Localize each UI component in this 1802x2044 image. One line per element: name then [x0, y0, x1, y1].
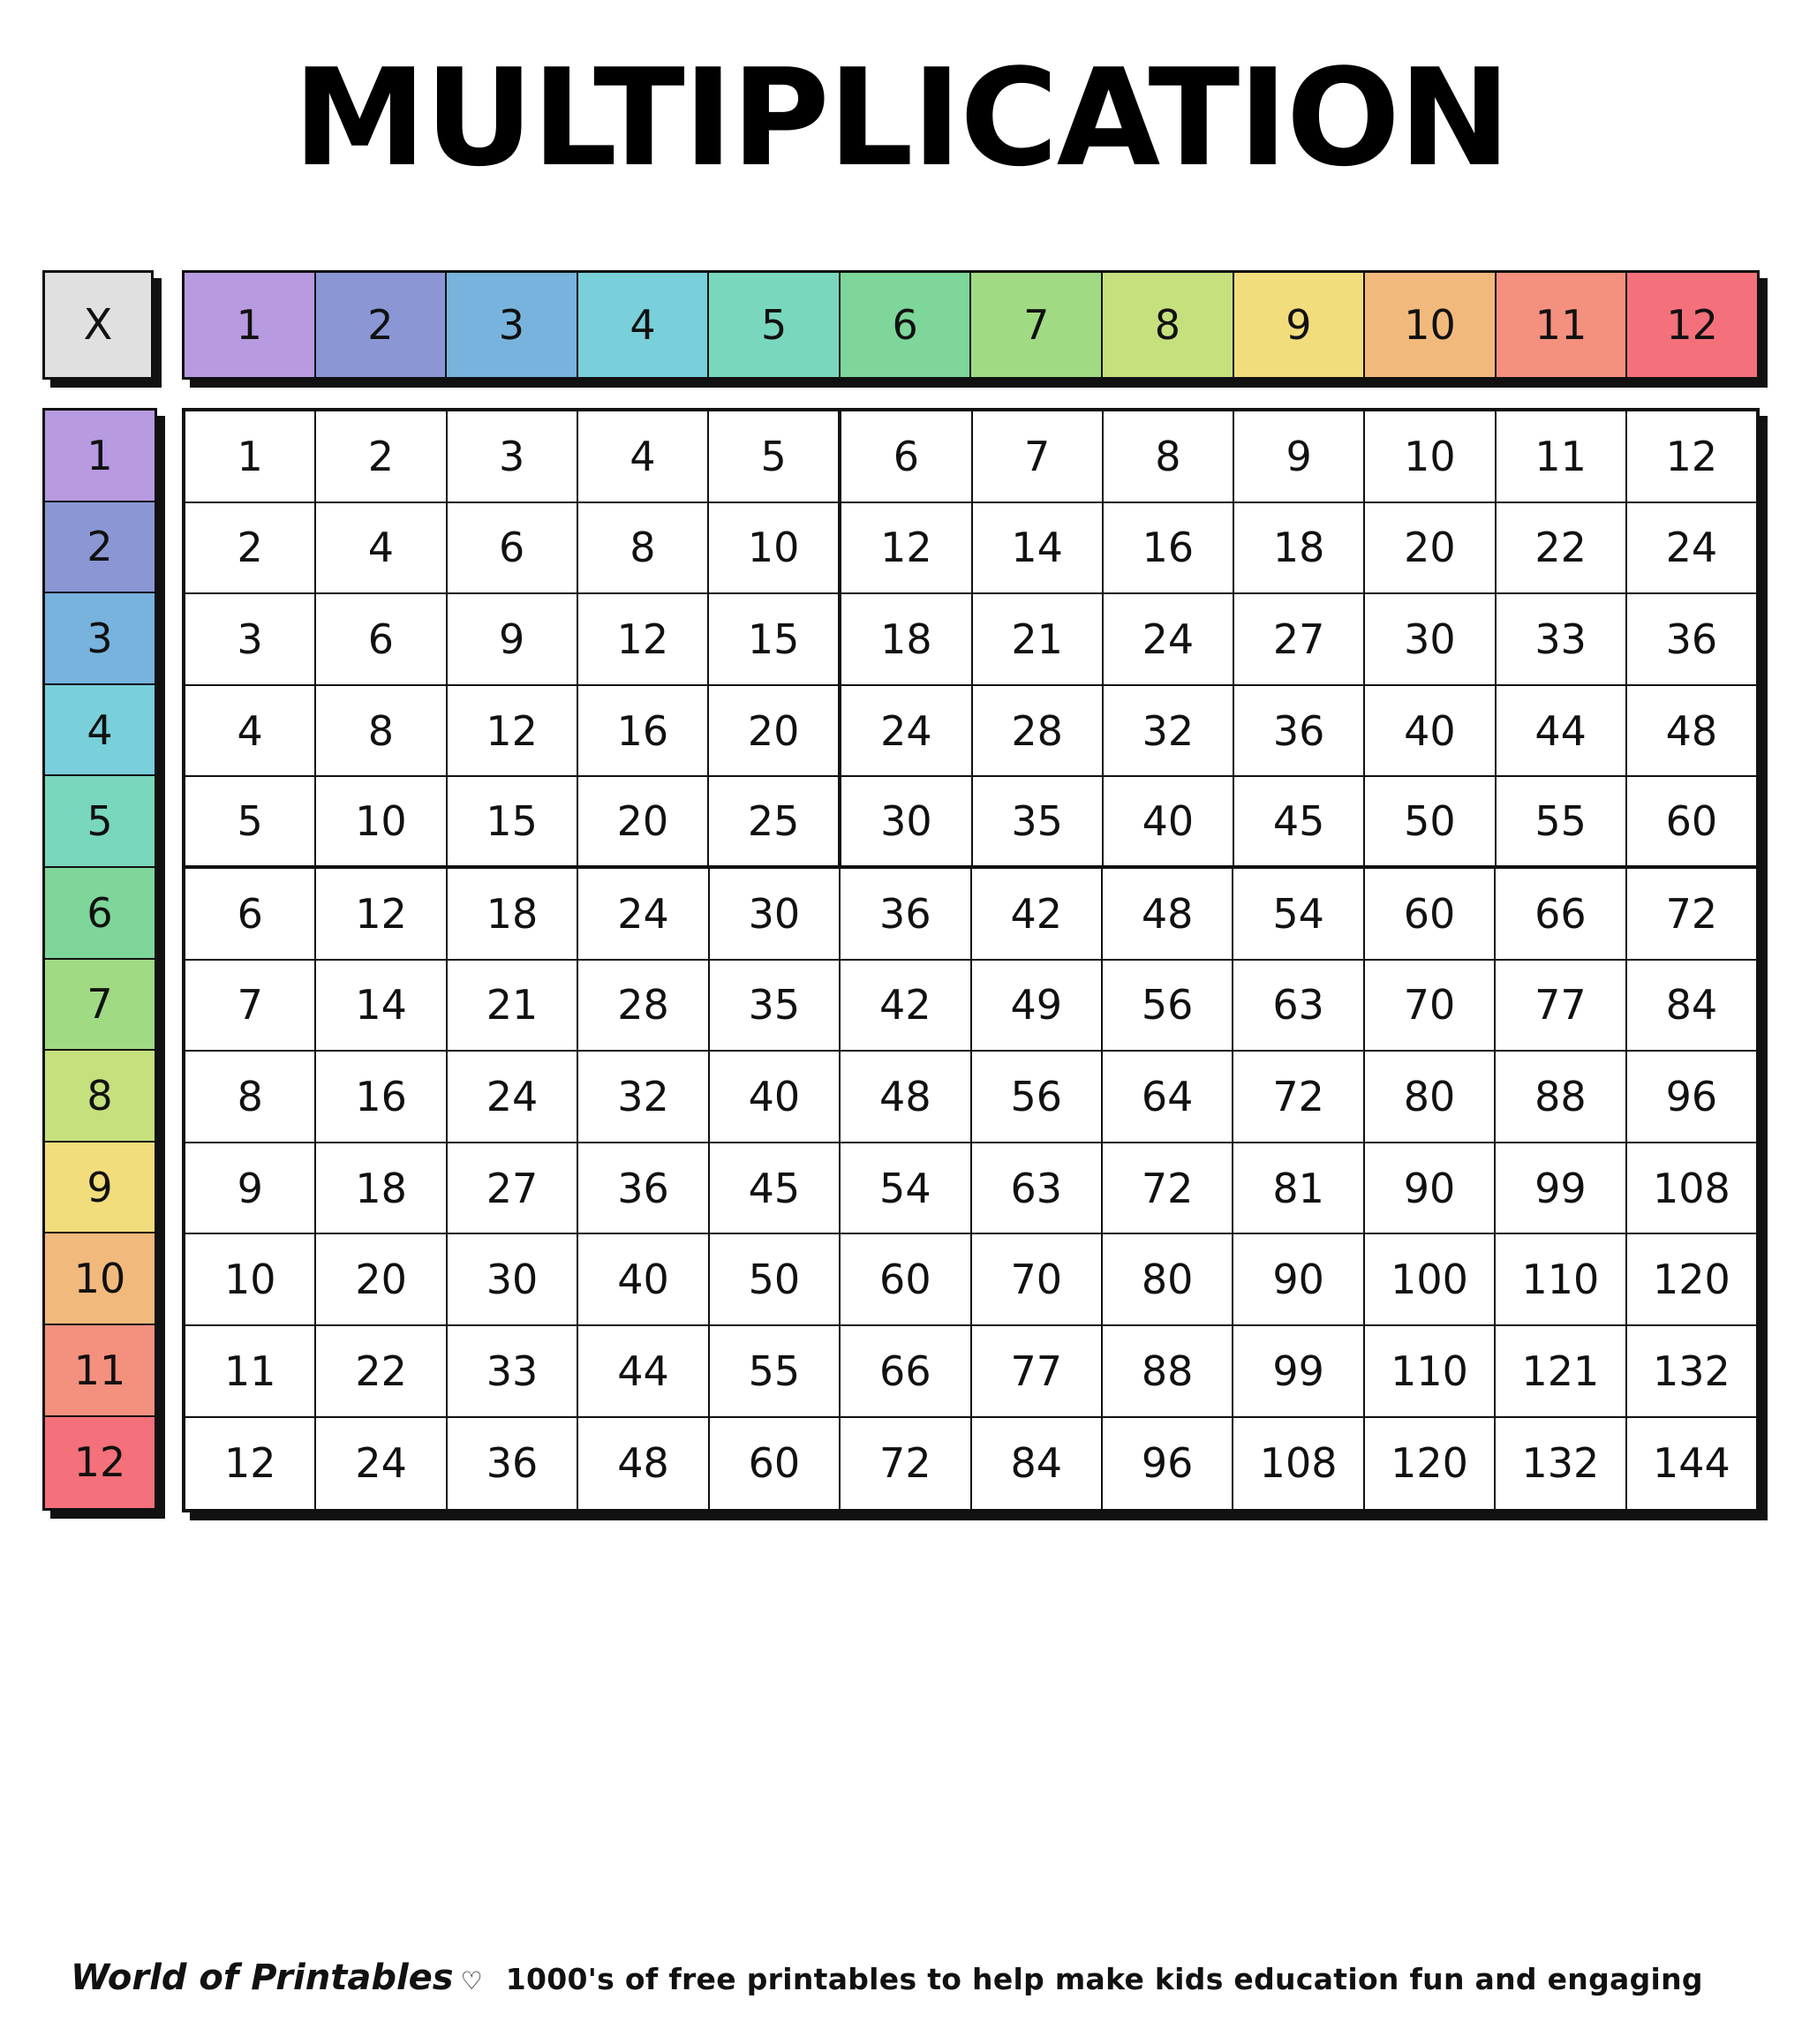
product-cell: 72 [841, 1418, 971, 1510]
table-header-row [42, 270, 1760, 387]
product-cell: 70 [972, 1234, 1103, 1326]
product-cell: 33 [1497, 594, 1627, 686]
product-cell: 8 [185, 1052, 316, 1143]
product-cell: 8 [1104, 411, 1234, 503]
product-cell: 2 [185, 503, 316, 595]
product-cell: 12 [316, 869, 447, 961]
product-cell: 48 [841, 1052, 971, 1143]
product-cell: 18 [448, 869, 578, 961]
product-cell: 55 [710, 1326, 841, 1418]
product-cell: 20 [316, 1234, 447, 1326]
table-row [185, 869, 1756, 961]
multiplication-chart-page [0, 40, 1802, 2044]
product-cell: 9 [448, 594, 578, 686]
product-cell: 16 [316, 1052, 447, 1143]
product-cell: 3 [185, 594, 316, 686]
row-header: 9 [45, 1143, 155, 1234]
row-header: 5 [45, 776, 155, 868]
column-header: 5 [709, 273, 841, 377]
product-cell: 55 [1497, 777, 1627, 869]
product-cell: 35 [973, 777, 1104, 869]
multiplication-table [42, 270, 1760, 1512]
product-cell: 4 [316, 503, 447, 595]
product-cell: 88 [1103, 1326, 1233, 1418]
product-cell: 10 [185, 1234, 316, 1326]
row-header: 10 [45, 1233, 155, 1325]
product-cell: 20 [709, 686, 841, 778]
product-cell: 42 [972, 869, 1103, 961]
row-header: 4 [45, 685, 155, 777]
column-header: 11 [1497, 273, 1628, 377]
product-cell: 16 [1104, 503, 1234, 595]
product-cell: 6 [448, 503, 578, 595]
product-cell: 32 [1104, 686, 1234, 778]
table-row [185, 777, 1756, 869]
product-cell: 12 [448, 686, 578, 778]
product-cell: 96 [1627, 1052, 1756, 1143]
heart-icon: ♡ [460, 1966, 483, 1995]
product-cell: 24 [316, 1418, 447, 1510]
product-cell: 56 [1103, 961, 1233, 1052]
product-cell: 20 [1365, 503, 1496, 595]
table-row [185, 594, 1756, 686]
product-cell: 16 [578, 686, 709, 778]
product-cell: 80 [1103, 1234, 1233, 1326]
product-cell: 110 [1365, 1326, 1496, 1418]
product-cell: 6 [841, 411, 972, 503]
row-headers [42, 408, 157, 1511]
table-body [42, 408, 1760, 1512]
product-cell: 24 [448, 1052, 578, 1143]
corner-cell-multiply-symbol: X [42, 270, 154, 380]
product-cell: 84 [972, 1418, 1103, 1510]
product-cell: 10 [316, 777, 447, 869]
product-cell: 121 [1496, 1326, 1626, 1418]
product-cell: 54 [1233, 869, 1364, 961]
product-cell: 110 [1496, 1234, 1626, 1326]
product-cell: 77 [972, 1326, 1103, 1418]
product-cell: 14 [316, 961, 447, 1052]
product-cell: 10 [1365, 411, 1496, 503]
product-cell: 5 [185, 777, 316, 869]
column-headers [182, 270, 1760, 380]
product-cell: 132 [1496, 1418, 1626, 1510]
column-header: 3 [447, 273, 578, 377]
table-row [185, 1234, 1756, 1326]
column-header: 12 [1627, 273, 1757, 377]
product-cell: 4 [185, 686, 316, 778]
column-header: 8 [1103, 273, 1234, 377]
product-cell: 27 [1234, 594, 1365, 686]
product-cell: 2 [316, 411, 447, 503]
product-cell: 7 [185, 961, 316, 1052]
product-cell: 100 [1365, 1234, 1496, 1326]
product-cell: 21 [973, 594, 1104, 686]
product-cell: 60 [1365, 869, 1496, 961]
table-row [185, 1143, 1756, 1235]
product-cell: 132 [1627, 1326, 1756, 1418]
row-header: 1 [45, 411, 155, 502]
column-header: 1 [185, 273, 316, 377]
product-cell: 90 [1233, 1234, 1364, 1326]
product-cell: 40 [578, 1234, 709, 1326]
row-header: 12 [45, 1417, 155, 1509]
table-row [185, 686, 1756, 778]
product-cell: 15 [709, 594, 841, 686]
table-row [185, 1418, 1756, 1510]
product-cell: 24 [578, 869, 709, 961]
product-cell: 18 [316, 1143, 447, 1235]
product-cell: 48 [578, 1418, 709, 1510]
product-cell: 24 [841, 686, 972, 778]
product-cell: 50 [1365, 777, 1496, 869]
corner-cell-wrapper [42, 270, 157, 383]
page-title: MULTIPLICATION [292, 40, 1510, 196]
product-cell: 4 [578, 411, 709, 503]
product-cell: 36 [578, 1143, 709, 1235]
product-cell: 120 [1627, 1234, 1756, 1326]
column-header: 4 [578, 273, 710, 377]
product-cell: 30 [448, 1234, 578, 1326]
product-cell: 42 [841, 961, 971, 1052]
row-header: 2 [45, 502, 155, 594]
column-header: 6 [841, 273, 972, 377]
product-cell: 72 [1627, 869, 1756, 961]
product-cell: 48 [1627, 686, 1756, 778]
product-cell: 12 [578, 594, 709, 686]
product-cell: 33 [448, 1326, 578, 1418]
product-cell: 63 [972, 1143, 1103, 1235]
product-cell: 84 [1627, 961, 1756, 1052]
product-cell: 45 [710, 1143, 841, 1235]
product-cell: 36 [1627, 594, 1756, 686]
product-cell: 8 [316, 686, 447, 778]
product-cell: 5 [709, 411, 841, 503]
product-cell: 40 [1365, 686, 1496, 778]
product-cell: 99 [1496, 1143, 1626, 1235]
product-cell: 108 [1627, 1143, 1756, 1235]
product-cell: 12 [841, 503, 972, 595]
row-header: 6 [45, 868, 155, 960]
product-cell: 81 [1233, 1143, 1364, 1235]
product-cell: 40 [1104, 777, 1234, 869]
product-cell: 28 [578, 961, 709, 1052]
product-cell: 40 [710, 1052, 841, 1143]
product-cell: 27 [448, 1143, 578, 1235]
product-cell: 8 [578, 503, 709, 595]
product-cell: 12 [1627, 411, 1756, 503]
product-cell: 1 [185, 411, 316, 503]
product-cell: 6 [185, 869, 316, 961]
product-cell: 77 [1496, 961, 1626, 1052]
product-cell: 6 [316, 594, 447, 686]
row-header: 7 [45, 960, 155, 1052]
product-cell: 21 [448, 961, 578, 1052]
column-header: 2 [316, 273, 448, 377]
product-cell: 80 [1365, 1052, 1496, 1143]
product-cell: 9 [185, 1143, 316, 1235]
product-cell: 64 [1103, 1052, 1233, 1143]
product-cell: 50 [710, 1234, 841, 1326]
footer-tagline: 1000's of free printables to help make kids education fun and engaging [505, 1962, 1703, 1996]
product-cell: 49 [972, 961, 1103, 1052]
product-cell: 11 [1497, 411, 1627, 503]
product-cell: 3 [448, 411, 578, 503]
product-cell: 66 [841, 1326, 971, 1418]
product-cell: 36 [1234, 686, 1365, 778]
product-cell: 108 [1233, 1418, 1364, 1510]
product-cell: 99 [1233, 1326, 1364, 1418]
product-cell: 63 [1233, 961, 1364, 1052]
row-header: 11 [45, 1325, 155, 1417]
table-row [185, 503, 1756, 595]
table-row [185, 1052, 1756, 1143]
product-cell: 15 [448, 777, 578, 869]
product-cell: 44 [1497, 686, 1627, 778]
product-cell: 60 [710, 1418, 841, 1510]
product-cell: 22 [316, 1326, 447, 1418]
product-cell: 25 [709, 777, 841, 869]
product-cell: 60 [841, 1234, 971, 1326]
product-cell: 48 [1103, 869, 1233, 961]
product-cell: 24 [1104, 594, 1234, 686]
product-cell: 30 [841, 777, 972, 869]
footer [71, 1957, 1749, 1998]
product-cell: 44 [578, 1326, 709, 1418]
product-cell: 36 [448, 1418, 578, 1510]
table-row [185, 1326, 1756, 1418]
products-grid [182, 408, 1760, 1512]
product-cell: 36 [841, 869, 971, 961]
product-cell: 144 [1652, 1439, 1730, 1488]
product-cell: 22 [1497, 503, 1627, 595]
product-cell: 56 [972, 1052, 1103, 1143]
product-cell: 120 [1365, 1418, 1496, 1510]
column-header: 9 [1234, 273, 1366, 377]
brand-label: World of Printables [71, 1957, 454, 1998]
product-cell: 72 [1233, 1052, 1364, 1143]
product-cell: 18 [1234, 503, 1365, 595]
product-cell: 7 [973, 411, 1104, 503]
product-cell: 70 [1365, 961, 1496, 1052]
product-cell: 9 [1234, 411, 1365, 503]
row-header: 3 [45, 593, 155, 685]
product-cell: 24 [1627, 503, 1756, 595]
product-cell: 28 [973, 686, 1104, 778]
row-header: 8 [45, 1051, 155, 1143]
product-cell: 54 [841, 1143, 971, 1235]
product-cell: 20 [578, 777, 709, 869]
product-cell: 35 [710, 961, 841, 1052]
product-cell: 11 [185, 1326, 316, 1418]
product-cell: 66 [1496, 869, 1626, 961]
product-cell: 60 [1627, 777, 1756, 869]
brand-name [71, 1957, 483, 1998]
product-cell: 10 [709, 503, 841, 595]
table-row [185, 961, 1756, 1052]
product-cell: 96 [1103, 1418, 1233, 1510]
product-cell: 88 [1496, 1052, 1626, 1143]
product-cell: 12 [185, 1418, 316, 1510]
product-cell: 32 [578, 1052, 709, 1143]
product-cell: 30 [710, 869, 841, 961]
product-cell: 14 [973, 503, 1104, 595]
column-header: 10 [1365, 273, 1497, 377]
product-cell: 90 [1365, 1143, 1496, 1235]
product-cell: 45 [1234, 777, 1365, 869]
product-cell: 72 [1103, 1143, 1233, 1235]
product-cell: 30 [1365, 594, 1496, 686]
table-row [185, 411, 1756, 503]
product-cell: 18 [841, 594, 972, 686]
column-header: 7 [971, 273, 1103, 377]
